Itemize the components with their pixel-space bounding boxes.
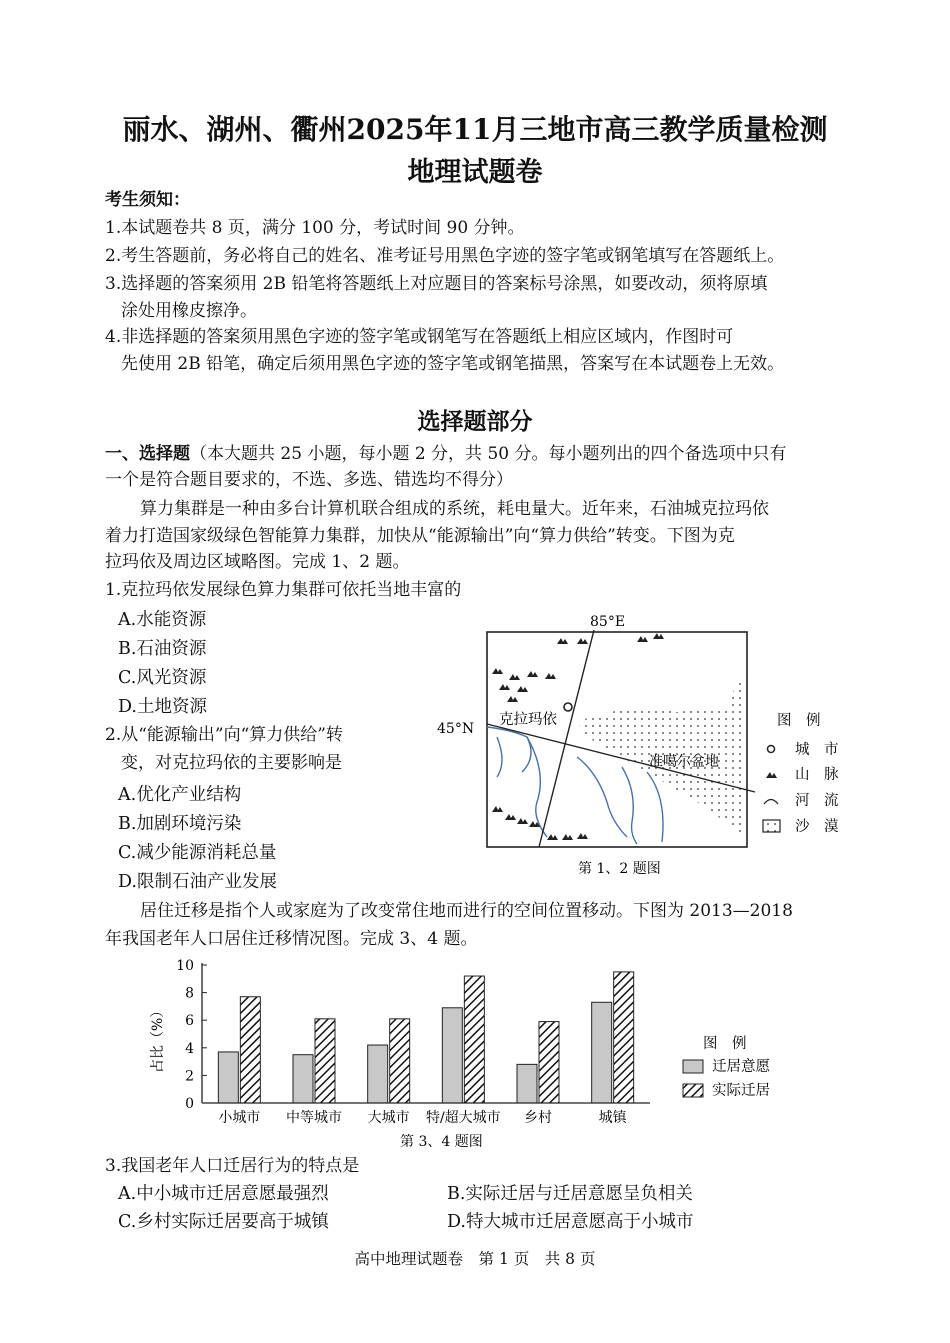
y-tick-label: 6 (185, 1013, 194, 1030)
notice-item: 3.选择题的答案须用 2B 铅笔将答题纸上对应题目的答案标号涂黑，如要改动，须将原填 (105, 274, 768, 294)
legend-swatch-intention (683, 1060, 703, 1073)
q3-option-c[interactable]: C.乡村实际迁居要高于城镇 (118, 1212, 329, 1232)
legend-desert-icon (763, 820, 780, 832)
bar-intention (293, 1055, 313, 1103)
q1-option-b[interactable]: B.石油资源 (118, 639, 207, 659)
part1-desc-2: 一个是符合题目要求的，不选、多选、错选均不得分） (105, 470, 513, 490)
part1-desc: （本大题共 25 小题，每小题 2 分，共 50 分。每小题列出的四个备选项中只有 (190, 444, 787, 464)
q3-option-d[interactable]: D.特大城市迁居意愿高于小城市 (447, 1212, 694, 1232)
part1-label: 一、选择题 (105, 444, 190, 464)
latitude-label: 45°N (437, 721, 475, 737)
legend-label-intention: 迁居意愿 (712, 1059, 770, 1075)
legend-city-icon (768, 746, 775, 753)
x-tick-label: 中等城市 (286, 1110, 342, 1126)
y-tick-label: 8 (185, 985, 194, 1002)
y-tick-label: 2 (185, 1068, 194, 1085)
page-footer: 高中地理试题卷 第 1 页 共 8 页 (354, 1250, 596, 1268)
legend-desert-label: 沙 漠 (795, 819, 839, 835)
bar-intention (442, 1008, 462, 1103)
q1-option-c[interactable]: C.风光资源 (118, 668, 207, 688)
q2-option-b[interactable]: B.加剧环境污染 (118, 814, 242, 834)
passage1-line: 拉玛依及周边区域略图。完成 1、2 题。 (105, 552, 410, 572)
notice-item: 先使用 2B 铅笔，确定后须用黑色字迹的签字笔或钢笔描黑，答案写在本试题卷上无效。 (121, 354, 785, 374)
legend-mountain-icon (766, 772, 777, 778)
longitude-label: 85°E (590, 614, 626, 630)
chart-legend (683, 1035, 770, 1099)
bar-intention (218, 1052, 238, 1103)
bar-intention (592, 1002, 612, 1103)
legend-label-actual: 实际迁居 (712, 1083, 770, 1099)
x-tick-label: 城镇 (598, 1110, 627, 1126)
passage1-line: 着力打造国家级绿色智能算力集群，加快从“能源输出”向“算力供给”转变。下图为克 (105, 526, 735, 546)
map-caption: 第 1、2 题图 (578, 861, 661, 877)
y-tick-label: 10 (176, 958, 194, 974)
x-tick-label: 乡村 (524, 1110, 552, 1126)
bar-intention (517, 1064, 537, 1103)
q1-stem: 1.克拉玛依发展绿色算力集群可依托当地丰富的 (105, 580, 462, 600)
notice-item: 4.非选择题的答案须用黑色字迹的签字笔或钢笔写在答题纸上相应区域内，作图时可 (105, 327, 734, 347)
legend-river-label: 河 流 (795, 793, 839, 809)
chart-caption: 第 3、4 题图 (400, 1134, 483, 1150)
q2-option-d[interactable]: D.限制石油产业发展 (118, 872, 277, 892)
exam-title: 丽水、湖州、衢州2025年11月三地市高三教学质量检测 (122, 113, 828, 146)
city-marker (564, 703, 572, 711)
x-tick-label: 特/超大城市 (425, 1110, 501, 1126)
q3-option-b[interactable]: B.实际迁居与迁居意愿呈负相关 (447, 1184, 693, 1204)
basin-label: 准噶尔盆地 (649, 754, 719, 770)
q2-option-a[interactable]: A.优化产业结构 (118, 785, 242, 805)
bar-actual (240, 997, 260, 1103)
chart-bars (218, 972, 633, 1103)
map-legend (763, 712, 839, 835)
x-tick-label: 小城市 (218, 1110, 261, 1126)
chart-y-label: 占比（%） (150, 1003, 166, 1073)
section-title: 选择题部分 (417, 408, 533, 435)
q1-option-a[interactable]: A.水能资源 (118, 610, 207, 630)
city-label: 克拉玛依 (499, 712, 557, 728)
y-tick-label: 0 (185, 1096, 194, 1112)
bar-intention (368, 1045, 388, 1103)
legend-river-icon (764, 800, 778, 805)
legend-title: 图 例 (777, 713, 821, 729)
q2-stem: 2.从“能源输出”向“算力供给”转 (105, 725, 343, 745)
legend-mountain-label: 山 脉 (795, 767, 839, 783)
legend-swatch-actual (683, 1084, 703, 1097)
bar-actual (464, 976, 484, 1103)
bar-actual (315, 1019, 335, 1103)
notice-heading: 考生须知： (105, 190, 190, 210)
passage2-line: 居住迁移是指个人或家庭为了改变常住地而进行的空间位置移动。下图为 2013—2018 (140, 901, 793, 921)
y-tick-label: 4 (185, 1040, 194, 1057)
q2-option-c[interactable]: C.减少能源消耗总量 (118, 843, 277, 863)
bar-actual (614, 972, 634, 1103)
notice-item: 涂处用橡皮擦净。 (121, 301, 257, 321)
notice-item: 1.本试题卷共 8 页，满分 100 分，考试时间 90 分钟。 (105, 218, 525, 238)
bar-actual (390, 1019, 410, 1103)
notice-item: 2.考生答题前，务必将自己的姓名、准考证号用黑色字迹的签字笔或钢笔填写在答题纸上。 (105, 246, 785, 266)
q3-stem: 3.我国老年人口迁居行为的特点是 (105, 1156, 360, 1176)
bar-actual (539, 1022, 559, 1103)
q1-option-d[interactable]: D.土地资源 (118, 697, 207, 717)
q2-stem-2: 变，对克拉玛依的主要影响是 (121, 753, 342, 773)
passage1-line: 算力集群是一种由多台计算机联合组成的系统，耗电量大。近年来，石油城克拉玛依 (140, 499, 769, 519)
exam-subtitle: 地理试题卷 (407, 157, 543, 188)
karamay-region-map (437, 612, 857, 882)
x-tick-label: 大城市 (367, 1110, 410, 1126)
q3-option-a[interactable]: A.中小城市迁居意愿最强烈 (118, 1184, 329, 1204)
chart-legend-title: 图 例 (703, 1036, 747, 1052)
elderly-migration-chart (145, 955, 805, 1155)
legend-city-label: 城 市 (795, 742, 839, 758)
part1-header (105, 442, 787, 466)
passage2-line: 年我国老年人口居住迁移情况图。完成 3、4 题。 (105, 929, 478, 949)
